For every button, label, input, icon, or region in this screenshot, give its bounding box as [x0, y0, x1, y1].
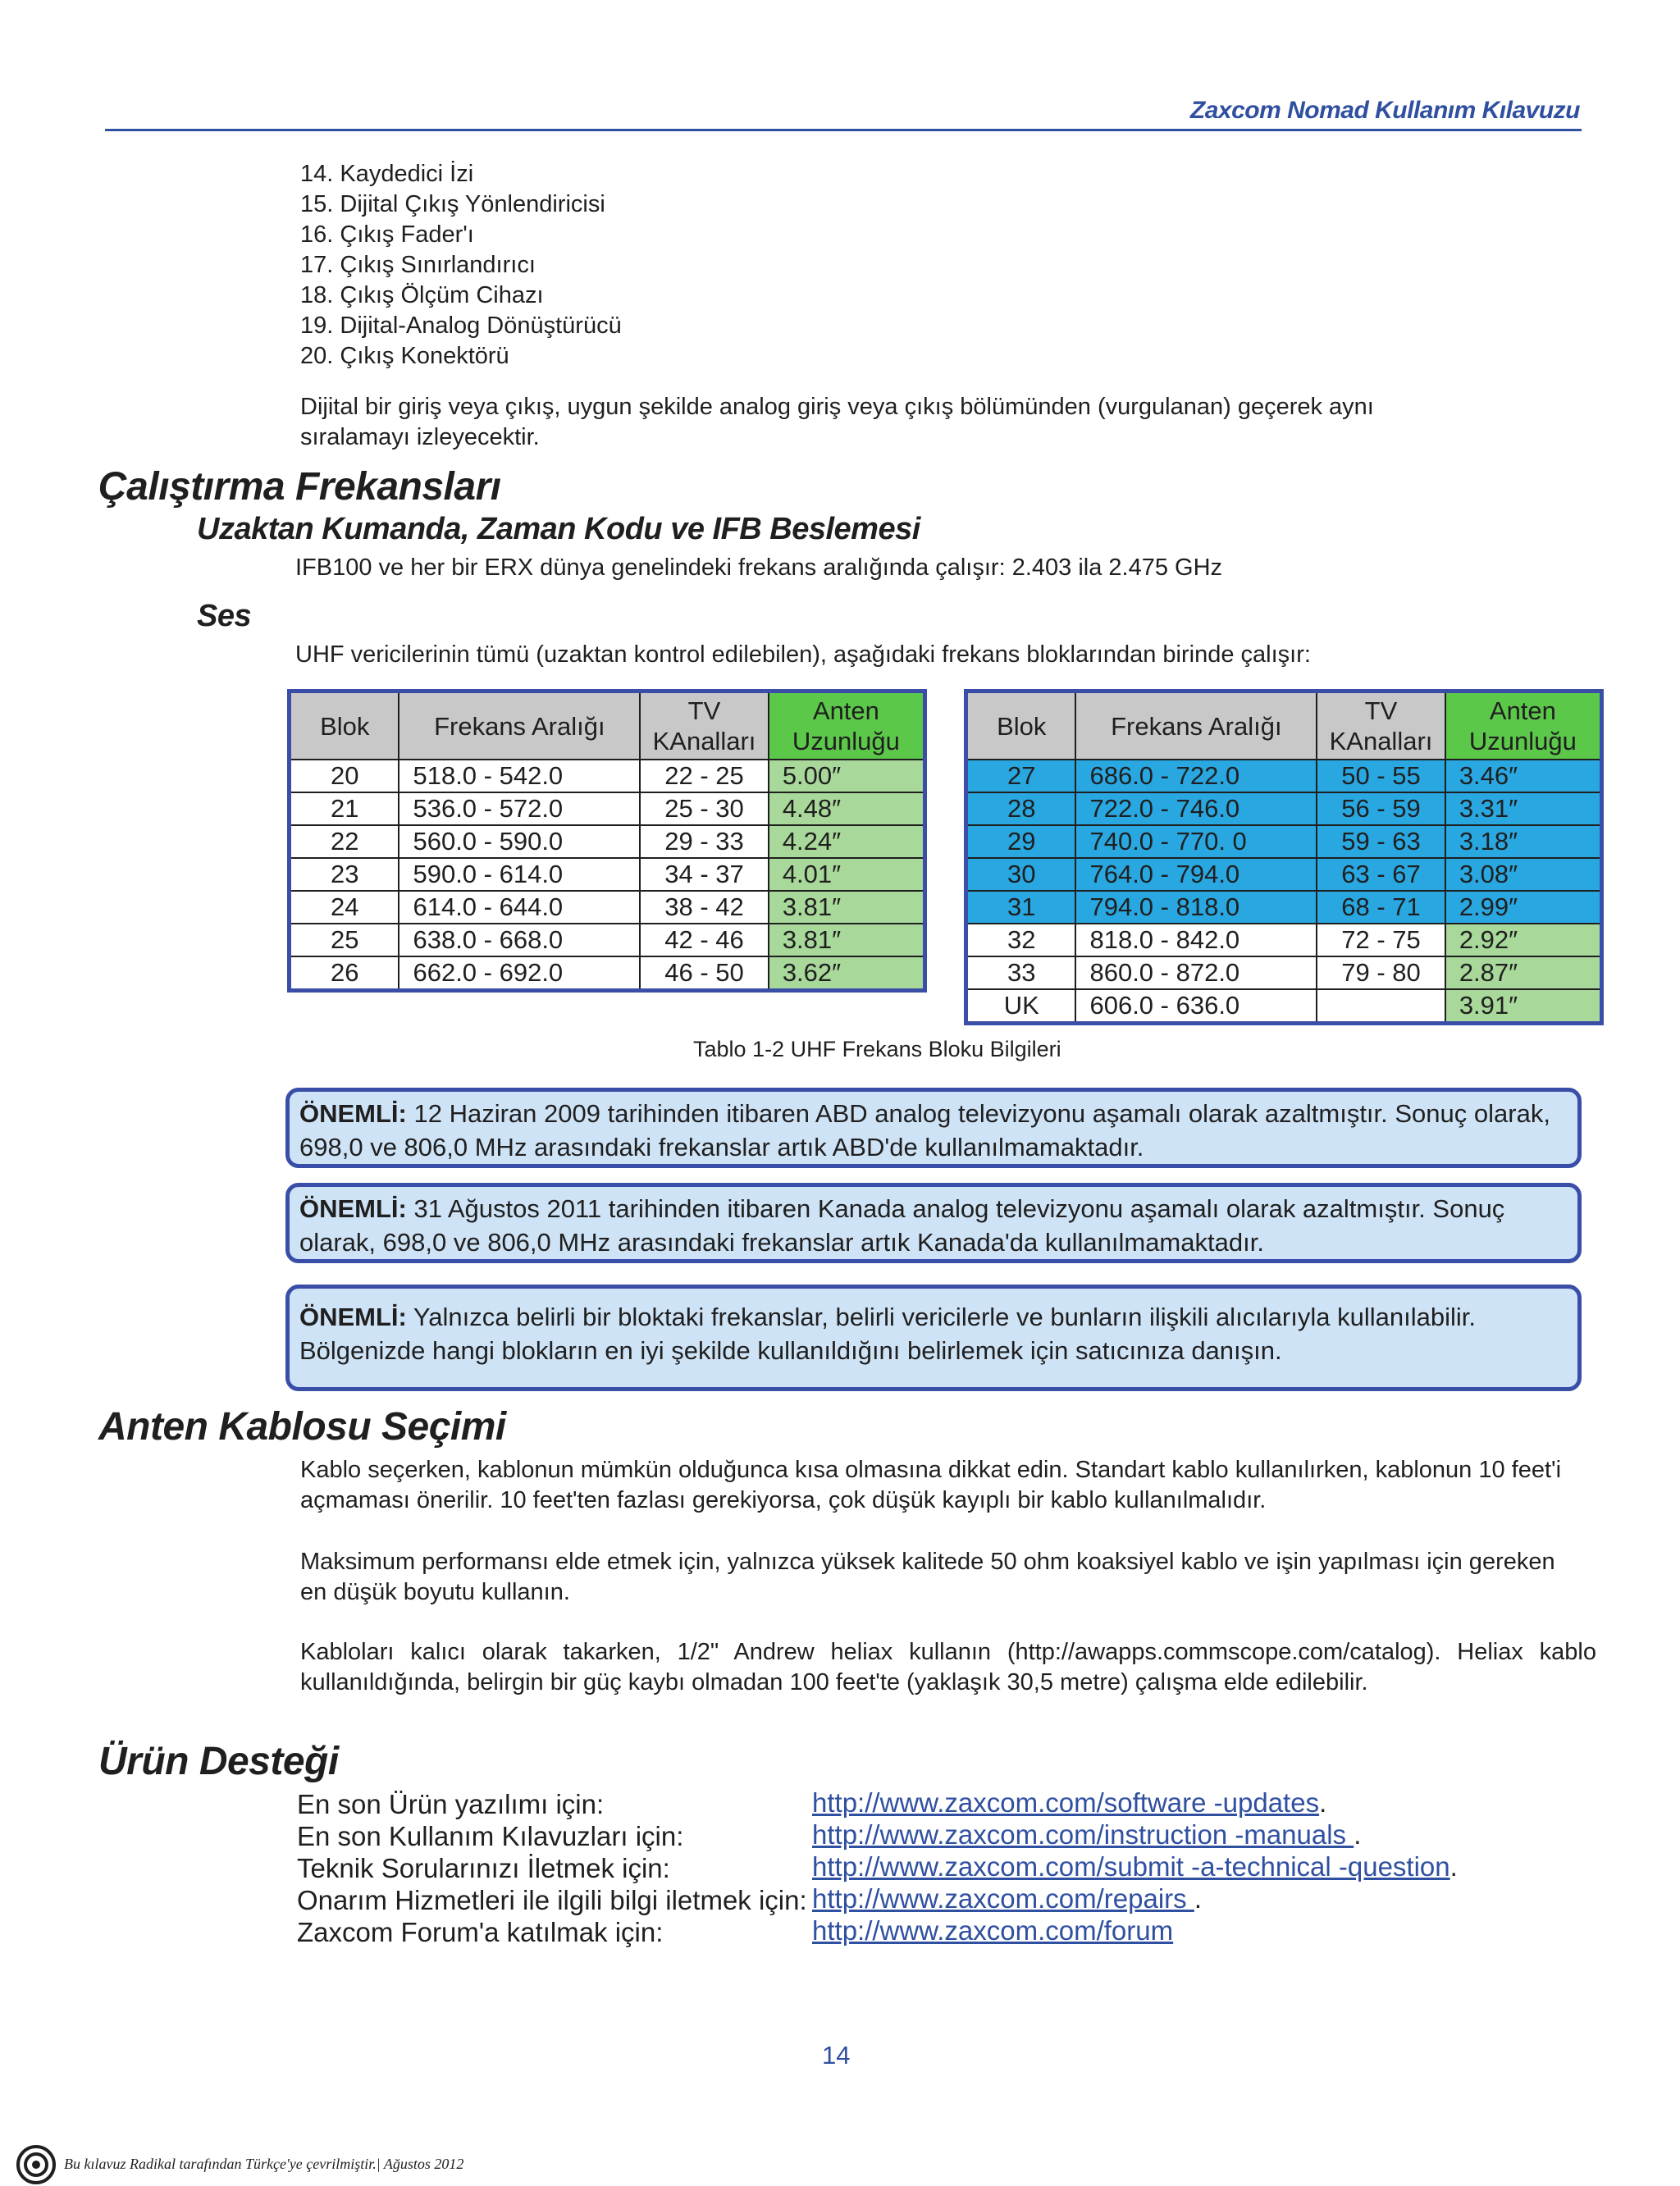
header-title: Zaxcom Nomad Kullanım Kılavuzu	[1189, 97, 1580, 124]
table-row: 21 536.0 - 572.0 25 - 30 4.48″	[290, 792, 925, 825]
list-item: 14. Kaydedici İzi	[300, 161, 474, 187]
cable-paragraph-1: Kablo seçerken, kablonun mümkün olduğunca kısa olmasına dikkat edin. Standart kablo kullanılırken, kablonun 10 feet'i açmaması önerilir. 10 feet'ten fazlası gerekiyorsa, çok düşük kayıplı bir kablo kullanılmalıdır.	[300, 1457, 1562, 1513]
frequency-table-left	[287, 689, 927, 993]
header-antenna: Anten Uzunluğu	[769, 691, 925, 760]
list-item: 19. Dijital-Analog Dönüştürücü	[300, 313, 622, 339]
table-row: 20 518.0 - 542.0 22 - 25 5.00″	[290, 760, 925, 792]
table-row: 23 590.0 - 614.0 34 - 37 4.01″	[290, 858, 925, 891]
header-blok: Blok	[290, 691, 399, 760]
table-row: 28 722.0 - 746.0 56 - 59 3.31″	[966, 792, 1602, 825]
software-updates-link[interactable]: http://www.zaxcom.com/software -updates	[812, 1787, 1320, 1818]
support-label: En son Ürün yazılımı için:	[297, 1789, 605, 1819]
note-label: ÖNEMLİ:	[299, 1194, 407, 1223]
footer-text: Bu kılavuz Radikal tarafından Türkçe'ye çevrilmiştir.| Ağustos 2012	[64, 2156, 464, 2172]
header-rule	[105, 129, 1582, 131]
forum-link[interactable]: http://www.zaxcom.com/forum	[812, 1915, 1174, 1946]
note-text: 31 Ağustos 2011 tarihinden itibaren Kanada analog televizyonu aşamalı olarak azaltmıştır. Sonuç olarak, 698,0 ve 806,0 MHz arasındaki frekanslar artık Kanada'da kullanılmamaktadır.	[299, 1194, 1505, 1257]
support-label: Onarım Hizmetleri ile ilgili bilgi iletmek için:	[297, 1885, 807, 1915]
instruction-manuals-link[interactable]: http://www.zaxcom.com/instruction -manuals	[812, 1819, 1354, 1850]
table-row: 30 764.0 - 794.0 63 - 67 3.08″	[966, 858, 1602, 891]
list-item: 20. Çıkış Konektörü	[300, 343, 509, 369]
remote-frequency-text: IFB100 ve her bir ERX dünya genelindeki frekans aralığında çalışır: 2.403 ila 2.475 GHz	[295, 554, 1223, 581]
digital-paragraph: Dijital bir giriş veya çıkış, uygun şekilde analog giriş veya çıkış bölümünden (vurgulanan) geçerek aynı sıralamayı izleyecektir.	[300, 394, 1374, 450]
table-row: 22 560.0 - 590.0 29 - 33 4.24″	[290, 825, 925, 858]
frequency-table-right	[964, 689, 1604, 1025]
support-links: http://www.zaxcom.com/software -updates. http://www.zaxcom.com/instruction -manuals . http://www.zaxcom.com/submit -a-technical -question. http://www.zaxcom.com/repairs . http://www.zaxcom.com/forum	[812, 1787, 1458, 1946]
section-title-support: Ürün Desteği	[98, 1740, 339, 1783]
technical-question-link[interactable]: http://www.zaxcom.com/submit -a-technical -question	[812, 1851, 1450, 1882]
note-label: ÖNEMLİ:	[299, 1099, 407, 1128]
subsection-title-audio: Ses	[197, 599, 252, 633]
table-row: UK 606.0 - 636.0 3.91″	[966, 989, 1602, 1024]
list-item: 15. Dijital Çıkış Yönlendiricisi	[300, 191, 605, 217]
table-row: 32 818.0 - 842.0 72 - 75 2.92″	[966, 924, 1602, 956]
list-item: 16. Çıkış Fader'ı	[300, 221, 474, 248]
support-label: Zaxcom Forum'a katılmak için:	[297, 1917, 664, 1947]
table-row: 27 686.0 - 722.0 50 - 55 3.46″	[966, 760, 1602, 792]
cable-paragraph-2: Maksimum performansı elde etmek için, yalnızca yüksek kalitede 50 ohm koaksiyel kablo ve işin yapılması için gereken en düşük boyutu kullanın.	[300, 1549, 1555, 1605]
table-caption: Tablo 1-2 UHF Frekans Bloku Bilgileri	[693, 1037, 1061, 1061]
list-item: 18. Çıkış Ölçüm Cihazı	[300, 282, 544, 308]
list-item: 17. Çıkış Sınırlandırıcı	[300, 252, 536, 278]
header-tv: TV KAnalları	[1317, 691, 1445, 760]
table-row: 29 740.0 - 770. 0 59 - 63 3.18″	[966, 825, 1602, 858]
important-note-usa	[285, 1088, 1582, 1168]
table-row: 31 794.0 - 818.0 68 - 71 2.99″	[966, 891, 1602, 924]
table-row: 24 614.0 - 644.0 38 - 42 3.81″	[290, 891, 925, 924]
table-row: 33 860.0 - 872.0 79 - 80 2.87″	[966, 956, 1602, 989]
cable-paragraph-3: Kabloları kalıcı olarak takarken, 1/2" Andrew heliax kullanın (http://awapps.commscope.com/catalog). Heliax kablo kullanıldığında, belirgin bir güç kaybı olmadan 100 feet'te (yaklaşık 30,5 metre) çalışma elde edilebilir.	[300, 1639, 1596, 1695]
table-header-row	[290, 691, 925, 760]
table-row: 26 662.0 - 692.0 46 - 50 3.62″	[290, 956, 925, 991]
header-antenna: Anten Uzunluğu	[1445, 691, 1602, 760]
important-note-canada	[285, 1183, 1582, 1263]
radikal-logo-icon	[15, 2143, 57, 2186]
section-title-cable: Anten Kablosu Seçimi	[98, 1405, 506, 1449]
note-text: 12 Haziran 2009 tarihinden itibaren ABD analog televizyonu aşamalı olarak azaltmıştır. Sonuç olarak, 698,0 ve 806,0 MHz arasındaki frekanslar artık ABD'de kullanılmamaktadır.	[299, 1099, 1550, 1161]
repairs-link[interactable]: http://www.zaxcom.com/repairs	[812, 1883, 1194, 1914]
page-number: 14	[822, 2041, 851, 2070]
note-label: ÖNEMLİ:	[299, 1303, 407, 1331]
header-frequency: Frekans Aralığı	[399, 691, 640, 760]
important-note-blocks	[285, 1285, 1582, 1391]
support-label: En son Kullanım Kılavuzları için:	[297, 1821, 684, 1851]
support-labels	[297, 1788, 807, 1948]
audio-frequency-text: UHF vericilerinin tümü (uzaktan kontrol edilebilen), aşağıdaki frekans bloklarından birinde çalışır:	[295, 641, 1311, 668]
header-blok: Blok	[966, 691, 1076, 760]
note-text: Yalnızca belirli bir bloktaki frekanslar, belirli vericilerle ve bunların ilişkili alıcılarıyla kullanılabilir. Bölgenizde hangi blokların en iyi şekilde kullanıldığını belirlemek için satıcınıza danışın.	[299, 1303, 1476, 1365]
header-frequency: Frekans Aralığı	[1075, 691, 1317, 760]
subsection-title-remote: Uzaktan Kumanda, Zaman Kodu ve IFB Beslemesi	[197, 512, 920, 546]
section-title-frequencies: Çalıştırma Frekansları	[98, 465, 501, 509]
table-header-row	[966, 691, 1602, 760]
header-tv: TV KAnalları	[640, 691, 769, 760]
component-list	[300, 159, 622, 372]
support-label: Teknik Sorularınızı İletmek için:	[297, 1853, 670, 1883]
table-row: 25 638.0 - 668.0 42 - 46 3.81″	[290, 924, 925, 956]
